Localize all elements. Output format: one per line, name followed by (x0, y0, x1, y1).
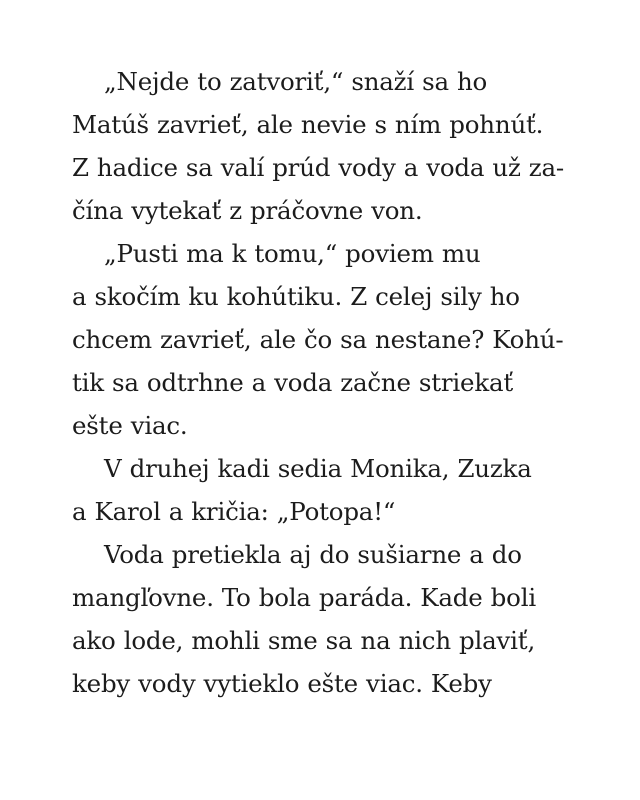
text-line-4: čína vytekať z práčovne von. (72, 196, 423, 225)
text-line-7: chcem zavrieť, ale čo sa nestane? Kohú- (72, 325, 564, 354)
text-line-10: V druhej kadi sedia Monika, Zuzka (104, 454, 532, 483)
page-body-text (72, 60, 600, 705)
text-line-13: mangľovne. To bola paráda. Kade boli (72, 583, 536, 612)
text-line-11: a Karol a kričia: „Potopa!“ (72, 497, 396, 526)
text-line-8: tik sa odtrhne a voda začne striekať (72, 368, 514, 397)
text-line-12: Voda pretiekla aj do sušiarne a do (104, 540, 522, 569)
text-line-9: ešte viac. (72, 411, 188, 440)
text-line-3: Z hadice sa valí prúd vody a voda už za- (72, 153, 564, 182)
text-line-14: ako lode, mohli sme sa na nich plaviť, (72, 626, 536, 655)
text-line-2: Matúš zavrieť, ale nevie s ním pohnúť. (72, 110, 544, 139)
text-line-5: „Pusti ma k tomu,“ poviem mu (104, 239, 481, 268)
text-line-1: „Nejde to zatvoriť,“ snaží sa ho (104, 67, 488, 96)
text-line-15: keby vody vytieklo ešte viac. Keby (72, 669, 492, 698)
text-line-6: a skočím ku kohútiku. Z celej sily ho (72, 282, 520, 311)
